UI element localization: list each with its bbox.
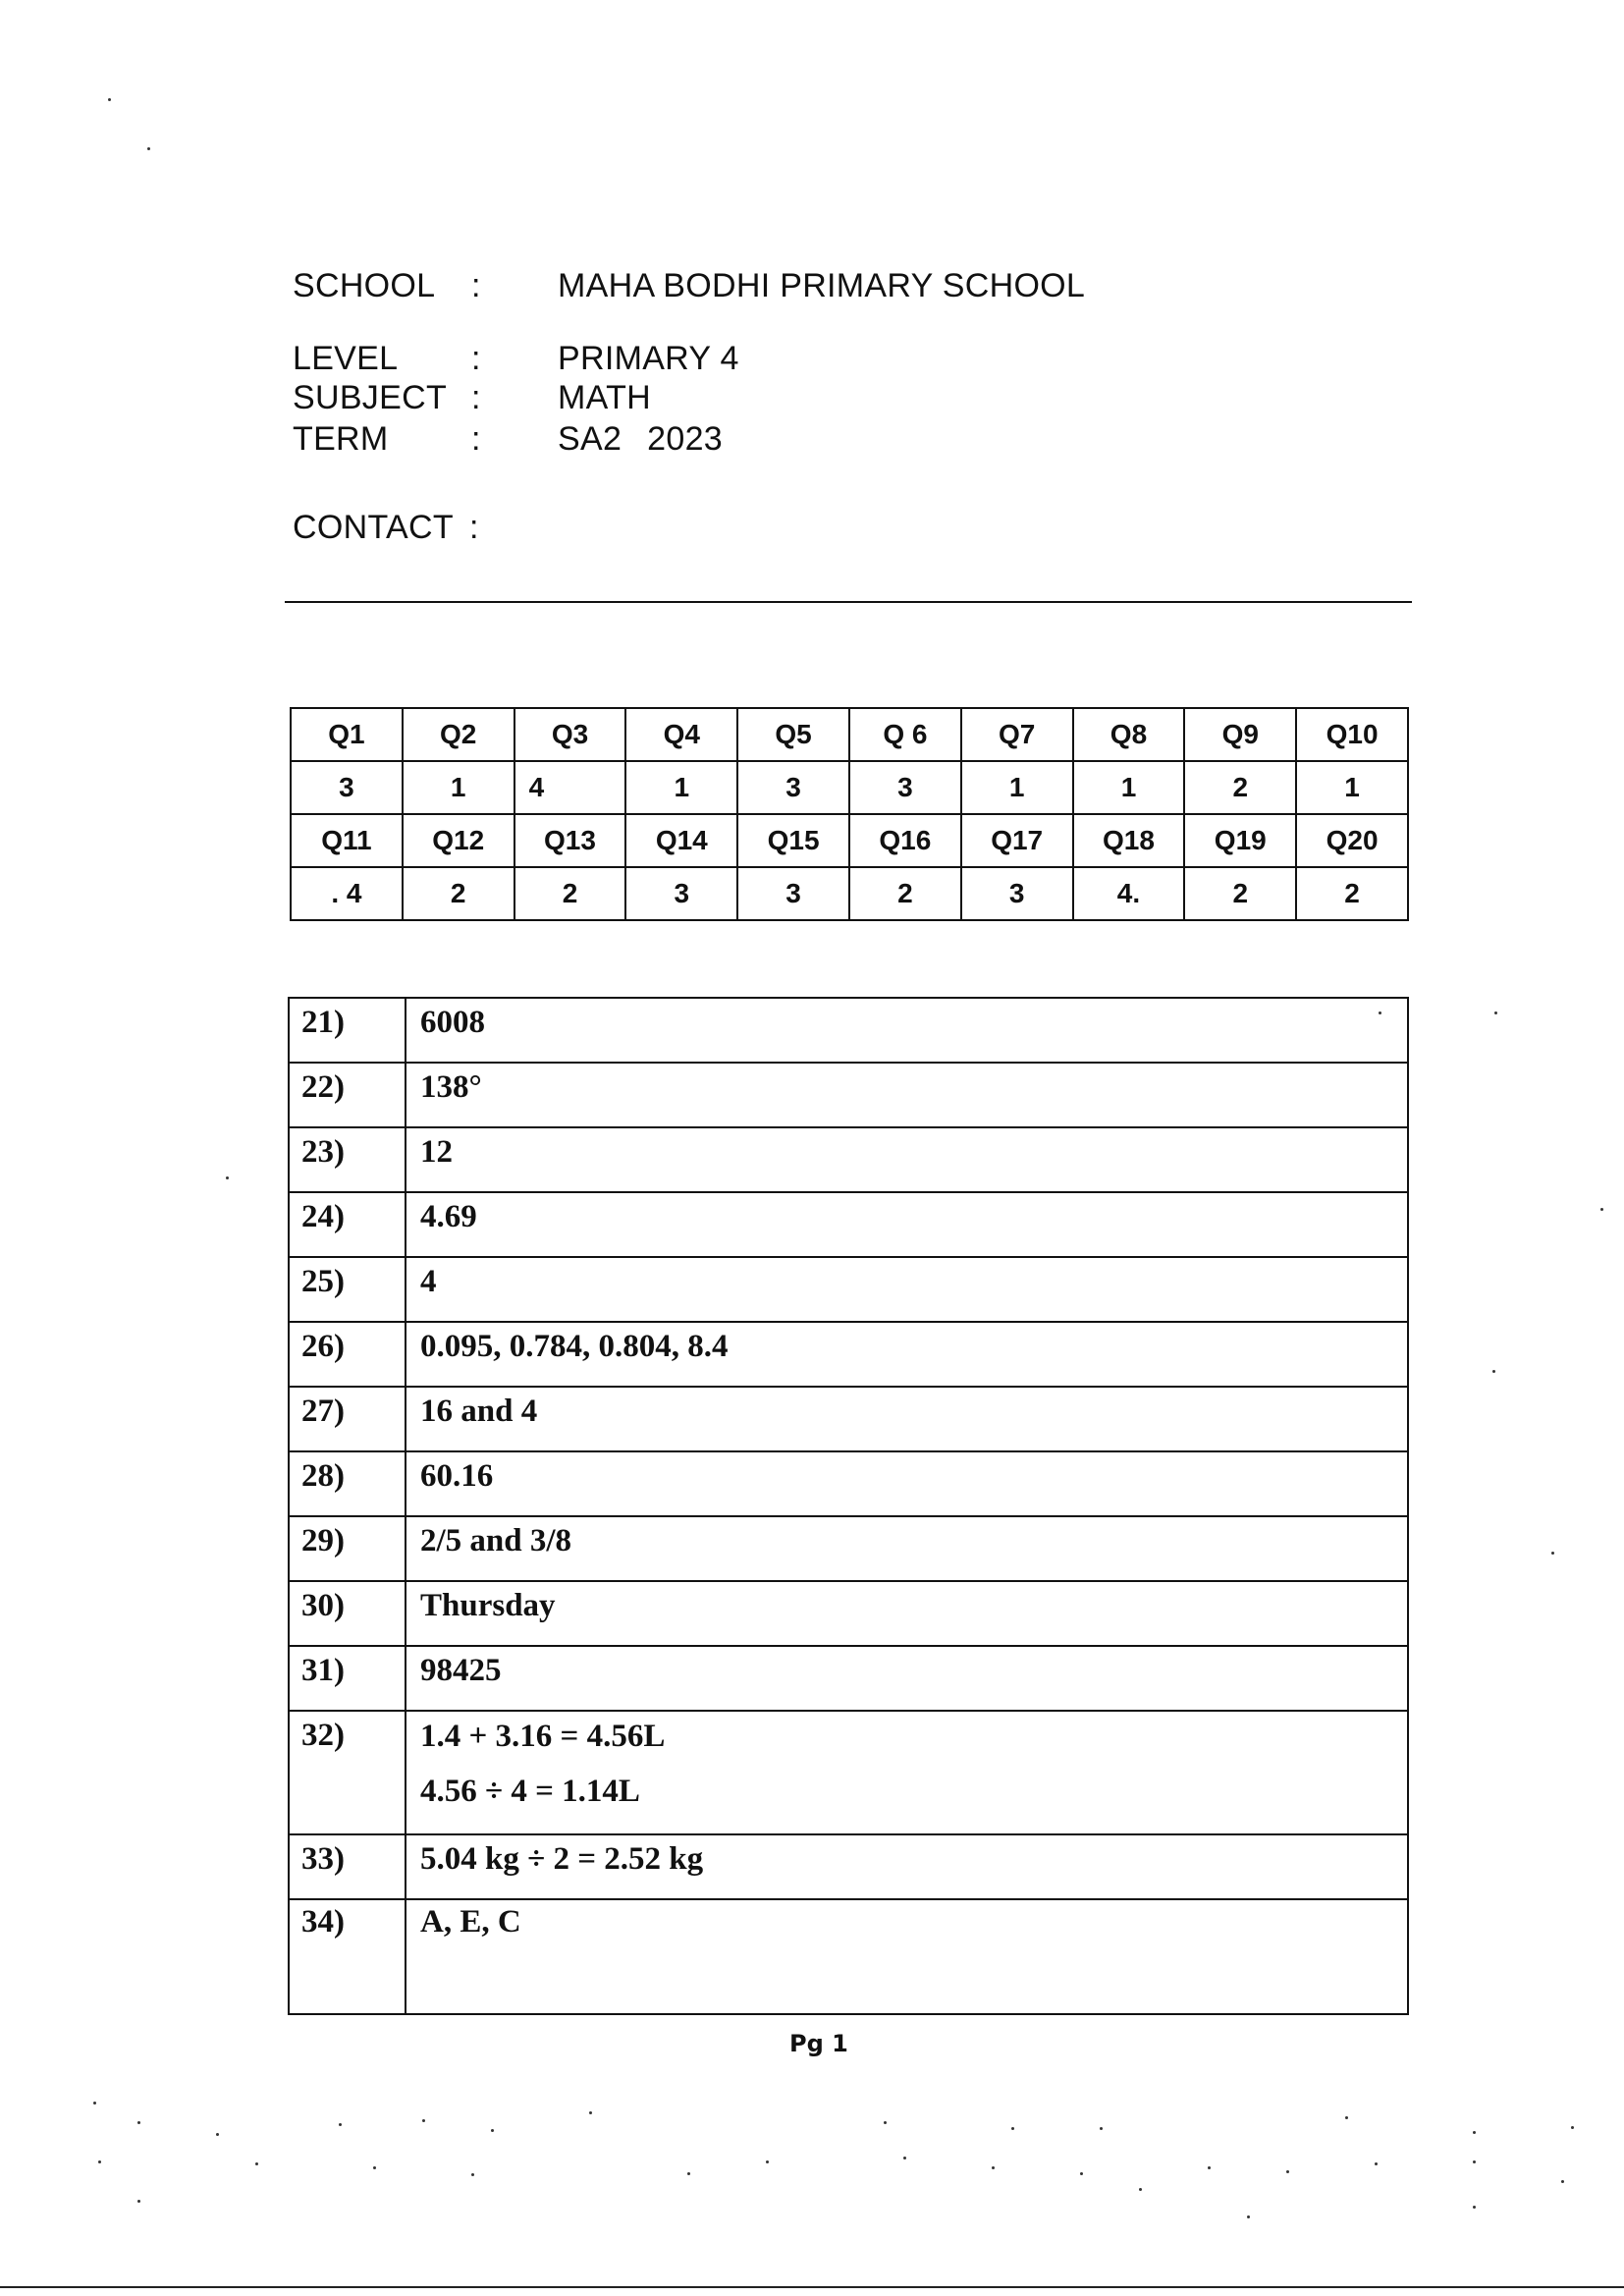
- question-number: 30): [289, 1581, 406, 1646]
- mcq-answer-cell: 2: [1296, 867, 1408, 920]
- question-number: 24): [289, 1192, 406, 1257]
- mcq-answer-cell: 2: [1184, 761, 1296, 814]
- mcq-question-cell: Q4: [625, 708, 737, 761]
- mcq-question-cell: Q12: [403, 814, 514, 867]
- term-colon: :: [471, 420, 481, 458]
- subject-value: MATH: [558, 379, 651, 416]
- mcq-question-cell: Q11: [291, 814, 403, 867]
- mcq-answer-cell: 3: [961, 867, 1073, 920]
- mcq-answer-cell: 1: [961, 761, 1073, 814]
- question-number: 27): [289, 1387, 406, 1451]
- mcq-question-cell: Q5: [737, 708, 849, 761]
- answer-text: 60.16: [406, 1451, 1408, 1516]
- question-number: 26): [289, 1322, 406, 1387]
- school-colon: :: [471, 267, 481, 304]
- answer-line: 4.56 ÷ 4 = 1.14L: [420, 1774, 640, 1809]
- mcq-answer-cell: 2: [403, 867, 514, 920]
- question-number: 34): [289, 1899, 406, 2014]
- mcq-answer-cell: 1: [625, 761, 737, 814]
- question-number: 25): [289, 1257, 406, 1322]
- answer-row: [289, 1387, 1408, 1451]
- term-value: [558, 420, 723, 459]
- mcq-question-cell: Q 6: [849, 708, 961, 761]
- answer-text: 4: [406, 1257, 1408, 1322]
- answer-row: [289, 1711, 1408, 1834]
- header-divider: [285, 601, 1412, 603]
- mcq-question-cell: Q3: [514, 708, 626, 761]
- term-year: 2023: [647, 420, 724, 458]
- mcq-answer-cell: 1: [1296, 761, 1408, 814]
- answer-text: 98425: [406, 1646, 1408, 1711]
- question-number: 32): [289, 1711, 406, 1834]
- answer-row: [289, 1322, 1408, 1387]
- mcq-answer-row-1: [291, 761, 1408, 814]
- mcq-question-row-1: [291, 708, 1408, 761]
- mcq-question-cell: Q14: [625, 814, 737, 867]
- answer-text: 2/5 and 3/8: [406, 1516, 1408, 1581]
- question-number: 28): [289, 1451, 406, 1516]
- scan-edge-line: [0, 2286, 1624, 2288]
- school-value: MAHA BODHI PRIMARY SCHOOL: [558, 267, 1086, 304]
- answer-row: [289, 1646, 1408, 1711]
- mcq-answer-cell: 4: [514, 761, 626, 814]
- mcq-answer-cell: 3: [849, 761, 961, 814]
- mcq-question-row-2: [291, 814, 1408, 867]
- mcq-question-cell: Q16: [849, 814, 961, 867]
- answer-row: [289, 998, 1408, 1063]
- mcq-answer-cell: 2: [1184, 867, 1296, 920]
- mcq-question-cell: Q17: [961, 814, 1073, 867]
- level-value: PRIMARY 4: [558, 340, 739, 377]
- mcq-answer-cell: 2: [514, 867, 626, 920]
- mcq-question-cell: Q7: [961, 708, 1073, 761]
- mcq-question-cell: Q10: [1296, 708, 1408, 761]
- answer-row: [289, 1451, 1408, 1516]
- mcq-answer-cell: 1: [403, 761, 514, 814]
- subject-colon: :: [471, 379, 481, 416]
- mcq-question-cell: Q2: [403, 708, 514, 761]
- mcq-question-cell: Q9: [1184, 708, 1296, 761]
- contact-label: CONTACT: [293, 509, 454, 546]
- answer-row: [289, 1834, 1408, 1899]
- mcq-answer-cell: 3: [291, 761, 403, 814]
- question-number: 23): [289, 1127, 406, 1192]
- question-number: 31): [289, 1646, 406, 1711]
- subject-label: SUBJECT: [293, 379, 448, 416]
- mcq-question-cell: Q1: [291, 708, 403, 761]
- answer-text: 138°: [406, 1063, 1408, 1127]
- answer-text: 12: [406, 1127, 1408, 1192]
- answer-text: 5.04 kg ÷ 2 = 2.52 kg: [406, 1834, 1408, 1899]
- level-label: LEVEL: [293, 340, 399, 377]
- mcq-answer-cell: 2: [849, 867, 961, 920]
- answer-row: [289, 1257, 1408, 1322]
- mcq-answer-cell: 3: [625, 867, 737, 920]
- answer-row: [289, 1581, 1408, 1646]
- answer-text: Thursday: [406, 1581, 1408, 1646]
- mcq-answer-cell: 1: [1073, 761, 1185, 814]
- mcq-question-cell: Q8: [1073, 708, 1185, 761]
- answer-text: 0.095, 0.784, 0.804, 8.4: [406, 1322, 1408, 1387]
- question-number: 21): [289, 998, 406, 1063]
- answer-row: [289, 1127, 1408, 1192]
- page-number: Pg 1: [789, 2030, 848, 2057]
- term-code: SA2: [558, 420, 623, 458]
- mcq-answer-cell: 3: [737, 867, 849, 920]
- mcq-answer-grid: [290, 707, 1409, 921]
- term-label: TERM: [293, 420, 389, 458]
- question-number: 33): [289, 1834, 406, 1899]
- answer-row: [289, 1899, 1408, 2014]
- answer-text: 16 and 4: [406, 1387, 1408, 1451]
- question-number: 29): [289, 1516, 406, 1581]
- mcq-question-cell: Q20: [1296, 814, 1408, 867]
- mcq-answer-cell: 4.: [1073, 867, 1185, 920]
- answer-text: A, E, C: [406, 1899, 1408, 2014]
- level-colon: :: [471, 340, 481, 377]
- mcq-question-cell: Q13: [514, 814, 626, 867]
- question-number: 22): [289, 1063, 406, 1127]
- mcq-question-cell: Q19: [1184, 814, 1296, 867]
- answer-text-multiline: [406, 1711, 1408, 1834]
- answer-text: 4.69: [406, 1192, 1408, 1257]
- answer-text: 6008: [406, 998, 1408, 1063]
- mcq-answer-cell: . 4: [291, 867, 403, 920]
- mcq-answer-row-2: [291, 867, 1408, 920]
- mcq-question-cell: Q15: [737, 814, 849, 867]
- answer-row: [289, 1192, 1408, 1257]
- answer-line: 1.4 + 3.16 = 4.56L: [420, 1719, 666, 1754]
- mcq-answer-cell: 3: [737, 761, 849, 814]
- answer-row: [289, 1516, 1408, 1581]
- mcq-question-cell: Q18: [1073, 814, 1185, 867]
- contact-colon: :: [469, 509, 479, 546]
- structured-answers-table: [288, 997, 1409, 2015]
- answer-row: [289, 1063, 1408, 1127]
- school-label: SCHOOL: [293, 267, 436, 304]
